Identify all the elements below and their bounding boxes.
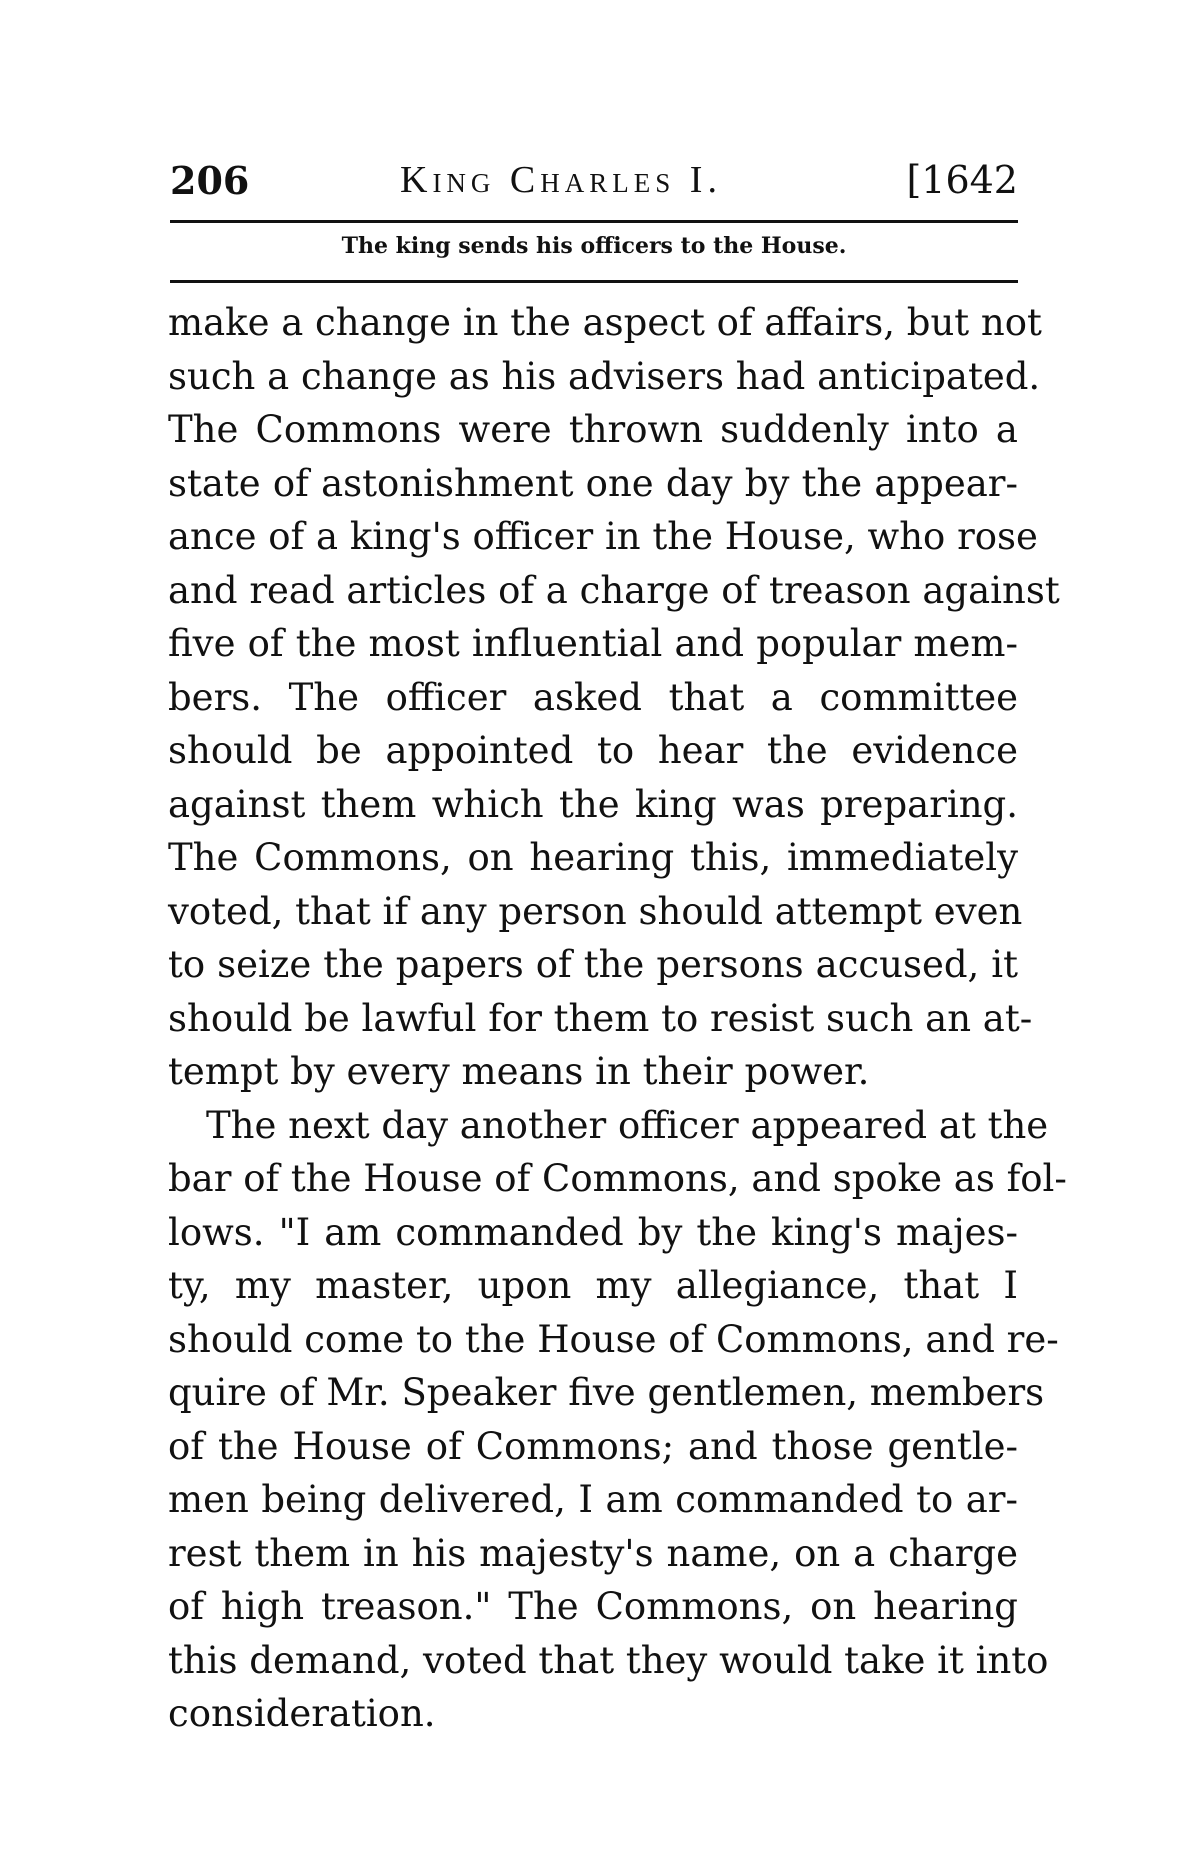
text-line: The Commons, on hearing this, immediately <box>168 836 1018 879</box>
text-line: make a change in the aspect of affairs, but not <box>168 301 1042 344</box>
text-line: should be appointed to hear the evidence <box>168 729 1018 772</box>
text-line: lows. "I am commanded by the king's majes- <box>168 1210 1018 1254</box>
text-line: of the House of Commons; and those gentle- <box>168 1424 1018 1468</box>
text-line: against them which the king was preparing. <box>168 782 1018 826</box>
paragraph-2 <box>168 1099 1067 1741</box>
text-line: such a change as his advisers had anticipated. <box>168 354 1041 398</box>
text-line: and read articles of a charge of treason against <box>168 568 1060 612</box>
text-line: rest them in his majesty's name, on a charge <box>168 1531 1018 1575</box>
text-line: to seize the papers of the persons accused, it <box>168 943 1018 986</box>
text-line: this demand, voted that they would take it into <box>168 1638 1049 1682</box>
running-title: King Charles I. <box>400 159 722 201</box>
page-header <box>170 158 1018 212</box>
text-line: ance of a king's officer in the House, who rose <box>168 515 1038 558</box>
paragraph-1 <box>168 296 1060 1099</box>
text-line: five of the most influential and popular mem- <box>168 622 1018 665</box>
year-marker: [1642 <box>906 158 1018 202</box>
text-line: quire of Mr. Speaker five gentlemen, members <box>168 1371 1045 1414</box>
text-line: state of astonishment one day by the appear- <box>168 461 1018 505</box>
text-line: should come to the House of Commons, and re- <box>168 1317 1059 1361</box>
header-rule-bottom <box>170 280 1018 283</box>
text-line: should be lawful for them to resist such an at- <box>168 996 1033 1040</box>
text-line: of high treason." The Commons, on hearing <box>168 1585 1018 1628</box>
text-line: The next day another officer appeared at the <box>206 1103 1049 1147</box>
header-rule-top <box>170 220 1018 223</box>
text-line: tempt by every means in their power. <box>168 1050 870 1093</box>
text-line: bar of the House of Commons, and spoke as fol- <box>168 1157 1067 1200</box>
text-line: voted, that if any person should attempt even <box>168 889 1023 933</box>
text-line: consideration. <box>168 1692 436 1735</box>
body-text <box>168 296 1067 1741</box>
page-number: 206 <box>170 158 250 203</box>
text-line: men being delivered, I am commanded to ar- <box>168 1478 1018 1521</box>
text-line: bers. The officer asked that a committee <box>168 675 1018 719</box>
text-line: The Commons were thrown suddenly into a <box>168 408 1018 451</box>
subheading: The king sends his officers to the House. <box>341 233 847 259</box>
text-line: ty, my master, upon my allegiance, that I <box>168 1264 1018 1307</box>
